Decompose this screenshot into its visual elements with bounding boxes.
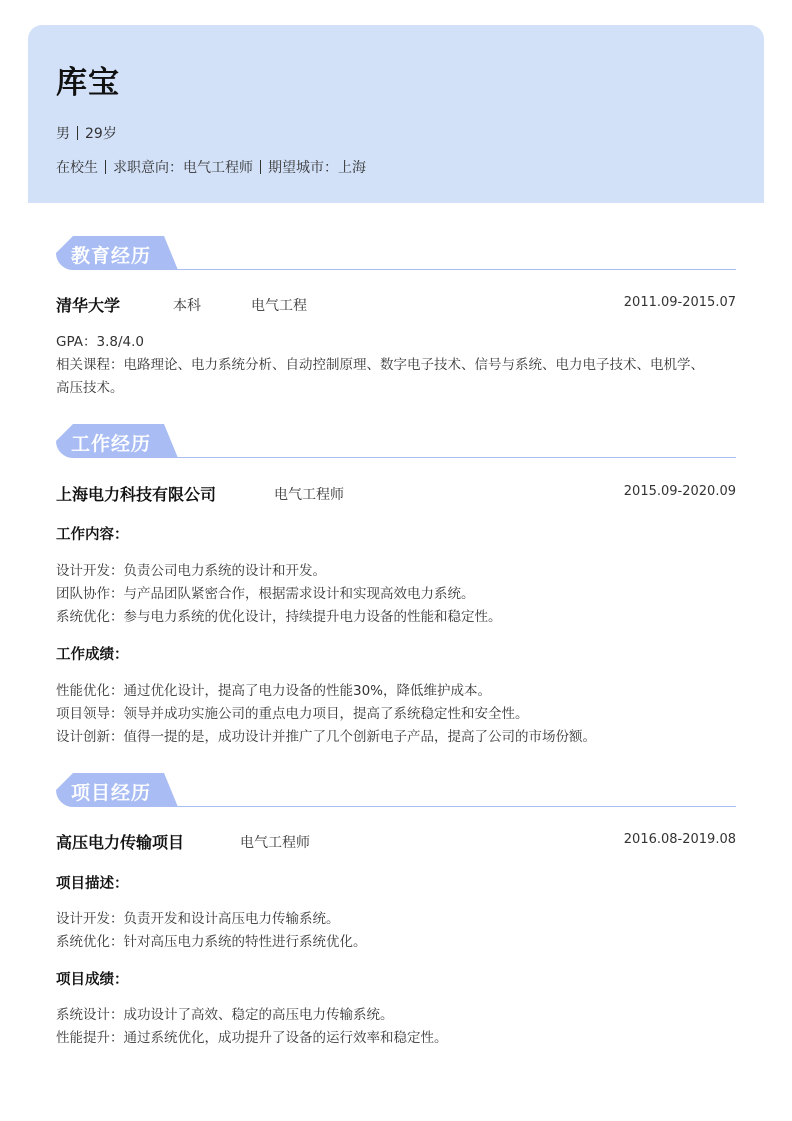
work-content-item: 设计开发：负责公司电力系统的设计和开发。	[56, 563, 326, 579]
divider	[77, 126, 78, 140]
company-name: 上海电力科技有限公司	[56, 485, 217, 504]
project-desc-heading: 项目描述：	[56, 876, 129, 892]
work-content-item: 系统优化：参与电力系统的优化设计，持续提升电力设备的性能和稳定性。	[56, 609, 502, 625]
section-title: 项目经历	[71, 782, 152, 804]
work-content-item: 团队协作：与产品团队紧密合作，根据需求设计和实现高效电力系统。	[56, 586, 475, 602]
job-intent: 求职意向：电气工程师	[113, 160, 253, 176]
divider	[260, 160, 261, 174]
section-title: 教育经历	[71, 245, 152, 267]
section-rule	[166, 806, 736, 807]
courses-line: 相关课程：电路理论、电力系统分析、自动控制原理、数字电子技术、信号与系统、电力电子技术、电机学、	[56, 357, 704, 373]
gpa: GPA：3.8/4.0	[56, 334, 144, 350]
age: 29岁	[85, 126, 117, 142]
courses-line: 高压技术。	[56, 380, 124, 396]
project-row	[56, 830, 736, 854]
work-role: 电气工程师	[274, 487, 344, 503]
section-project-header	[56, 773, 736, 809]
project-desc-item: 设计开发：负责开发和设计高压电力传输系统。	[56, 911, 340, 927]
section-work-header	[56, 424, 736, 460]
project-role: 电气工程师	[240, 835, 310, 851]
section-title: 工作经历	[71, 433, 152, 455]
gender: 男	[56, 126, 70, 142]
section-rule	[166, 269, 736, 270]
work-period: 2015.09-2020.09	[623, 484, 736, 499]
section-education-header	[56, 236, 736, 272]
status: 在校生	[56, 160, 98, 176]
education-period: 2011.09-2015.07	[623, 295, 736, 310]
work-achievement-item: 设计创新：值得一提的是，成功设计并推广了几个创新电子产品，提高了公司的市场份额。	[56, 729, 596, 745]
project-desc-item: 系统优化：针对高压电力系统的特性进行系统优化。	[56, 934, 367, 950]
work-achievements-heading: 工作成绩：	[56, 647, 129, 663]
basic-info-line	[56, 123, 117, 143]
education-row	[56, 293, 736, 317]
school-name: 清华大学	[56, 296, 121, 315]
project-name: 高压电力传输项目	[56, 833, 185, 852]
divider	[105, 160, 106, 174]
project-period: 2016.08-2019.08	[623, 832, 736, 847]
project-result-item: 性能提升：通过系统优化，成功提升了设备的运行效率和稳定性。	[56, 1030, 448, 1046]
major: 电气工程	[251, 298, 307, 314]
project-result-item: 系统设计：成功设计了高效、稳定的高压电力传输系统。	[56, 1007, 394, 1023]
section-rule	[166, 457, 736, 458]
work-row	[56, 482, 736, 506]
intent-info-line	[56, 157, 366, 177]
project-results-heading: 项目成绩：	[56, 972, 129, 988]
work-achievement-item: 项目领导：领导并成功实施公司的重点电力项目，提高了系统稳定性和安全性。	[56, 706, 529, 722]
resume-header	[28, 25, 764, 203]
work-content-heading: 工作内容：	[56, 527, 129, 543]
expected-city: 期望城市：上海	[268, 160, 366, 176]
degree: 本科	[173, 298, 201, 314]
work-achievement-item: 性能优化：通过优化设计，提高了电力设备的性能30%，降低维护成本。	[56, 683, 492, 699]
candidate-name: 库宝	[56, 65, 120, 101]
